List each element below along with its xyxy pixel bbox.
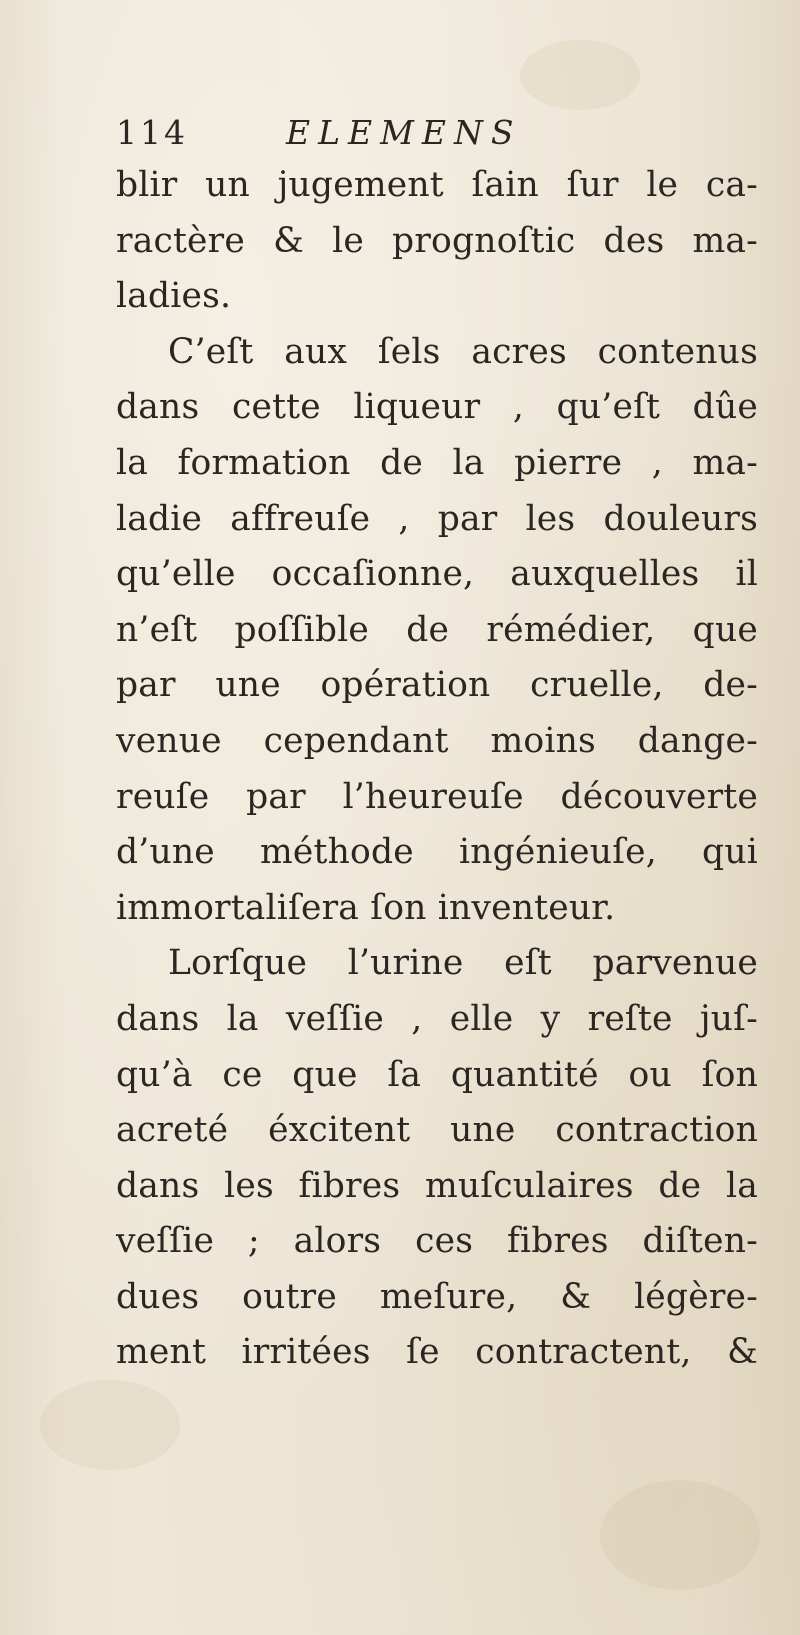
text-line: blir un jugement ſain ſur le ca- [116,165,758,205]
text-line: acreté éxcitent une contraction [116,1110,758,1151]
paragraph-1 [116,158,758,325]
text-line: reuſe par l’heureuſe découverte [116,776,758,817]
text-line: veſſie ; alors ces fibres diſten- [116,1221,758,1262]
text-line: dans la veſſie , elle y reſte juſ- [116,998,758,1039]
paragraph-2 [116,325,758,937]
text-line: C’eſt aux ſels acres contenus [168,331,758,372]
text-line: d’une méthode ingénieuſe, qui [116,832,758,873]
text-line: n’eſt poſſible de rémédier, que [116,609,758,650]
text-line: dans cette liqueur , qu’eſt dûe [116,387,758,428]
text-line: dans les fibres muſculaires de la [116,1165,758,1206]
text-line: ladies. [116,276,232,317]
text-line: dues outre meſure, & légère- [116,1276,758,1317]
paragraph-3 [116,936,758,1381]
paper-stain [600,1480,760,1590]
paper-stain [520,40,640,110]
text-line: ractère & le prognoſtic des ma- [116,220,758,261]
text-line: venue cependant moins dange- [116,720,758,761]
text-line: qu’elle occaſionne, auxquelles il [116,554,758,595]
text-line: la formation de la pierre , ma- [116,442,758,483]
text-line: par une opération cruelle, de- [116,665,758,706]
page-header [116,108,676,158]
text-line: qu’à ce que ſa quantité ou ſon [116,1054,758,1095]
text-line: ladie affreuſe , par les douleurs [116,498,758,539]
running-head: ELEMENS [286,113,522,152]
text-line: Lorſque l’urine eſt parvenue [168,943,758,984]
page-number: 114 [116,113,188,152]
paper-stain [40,1380,180,1470]
text-line: ment irritées ſe contractent, & [116,1332,758,1373]
text-line: immortaliſera ſon inventeur. [116,887,616,928]
body-text [116,158,758,1381]
